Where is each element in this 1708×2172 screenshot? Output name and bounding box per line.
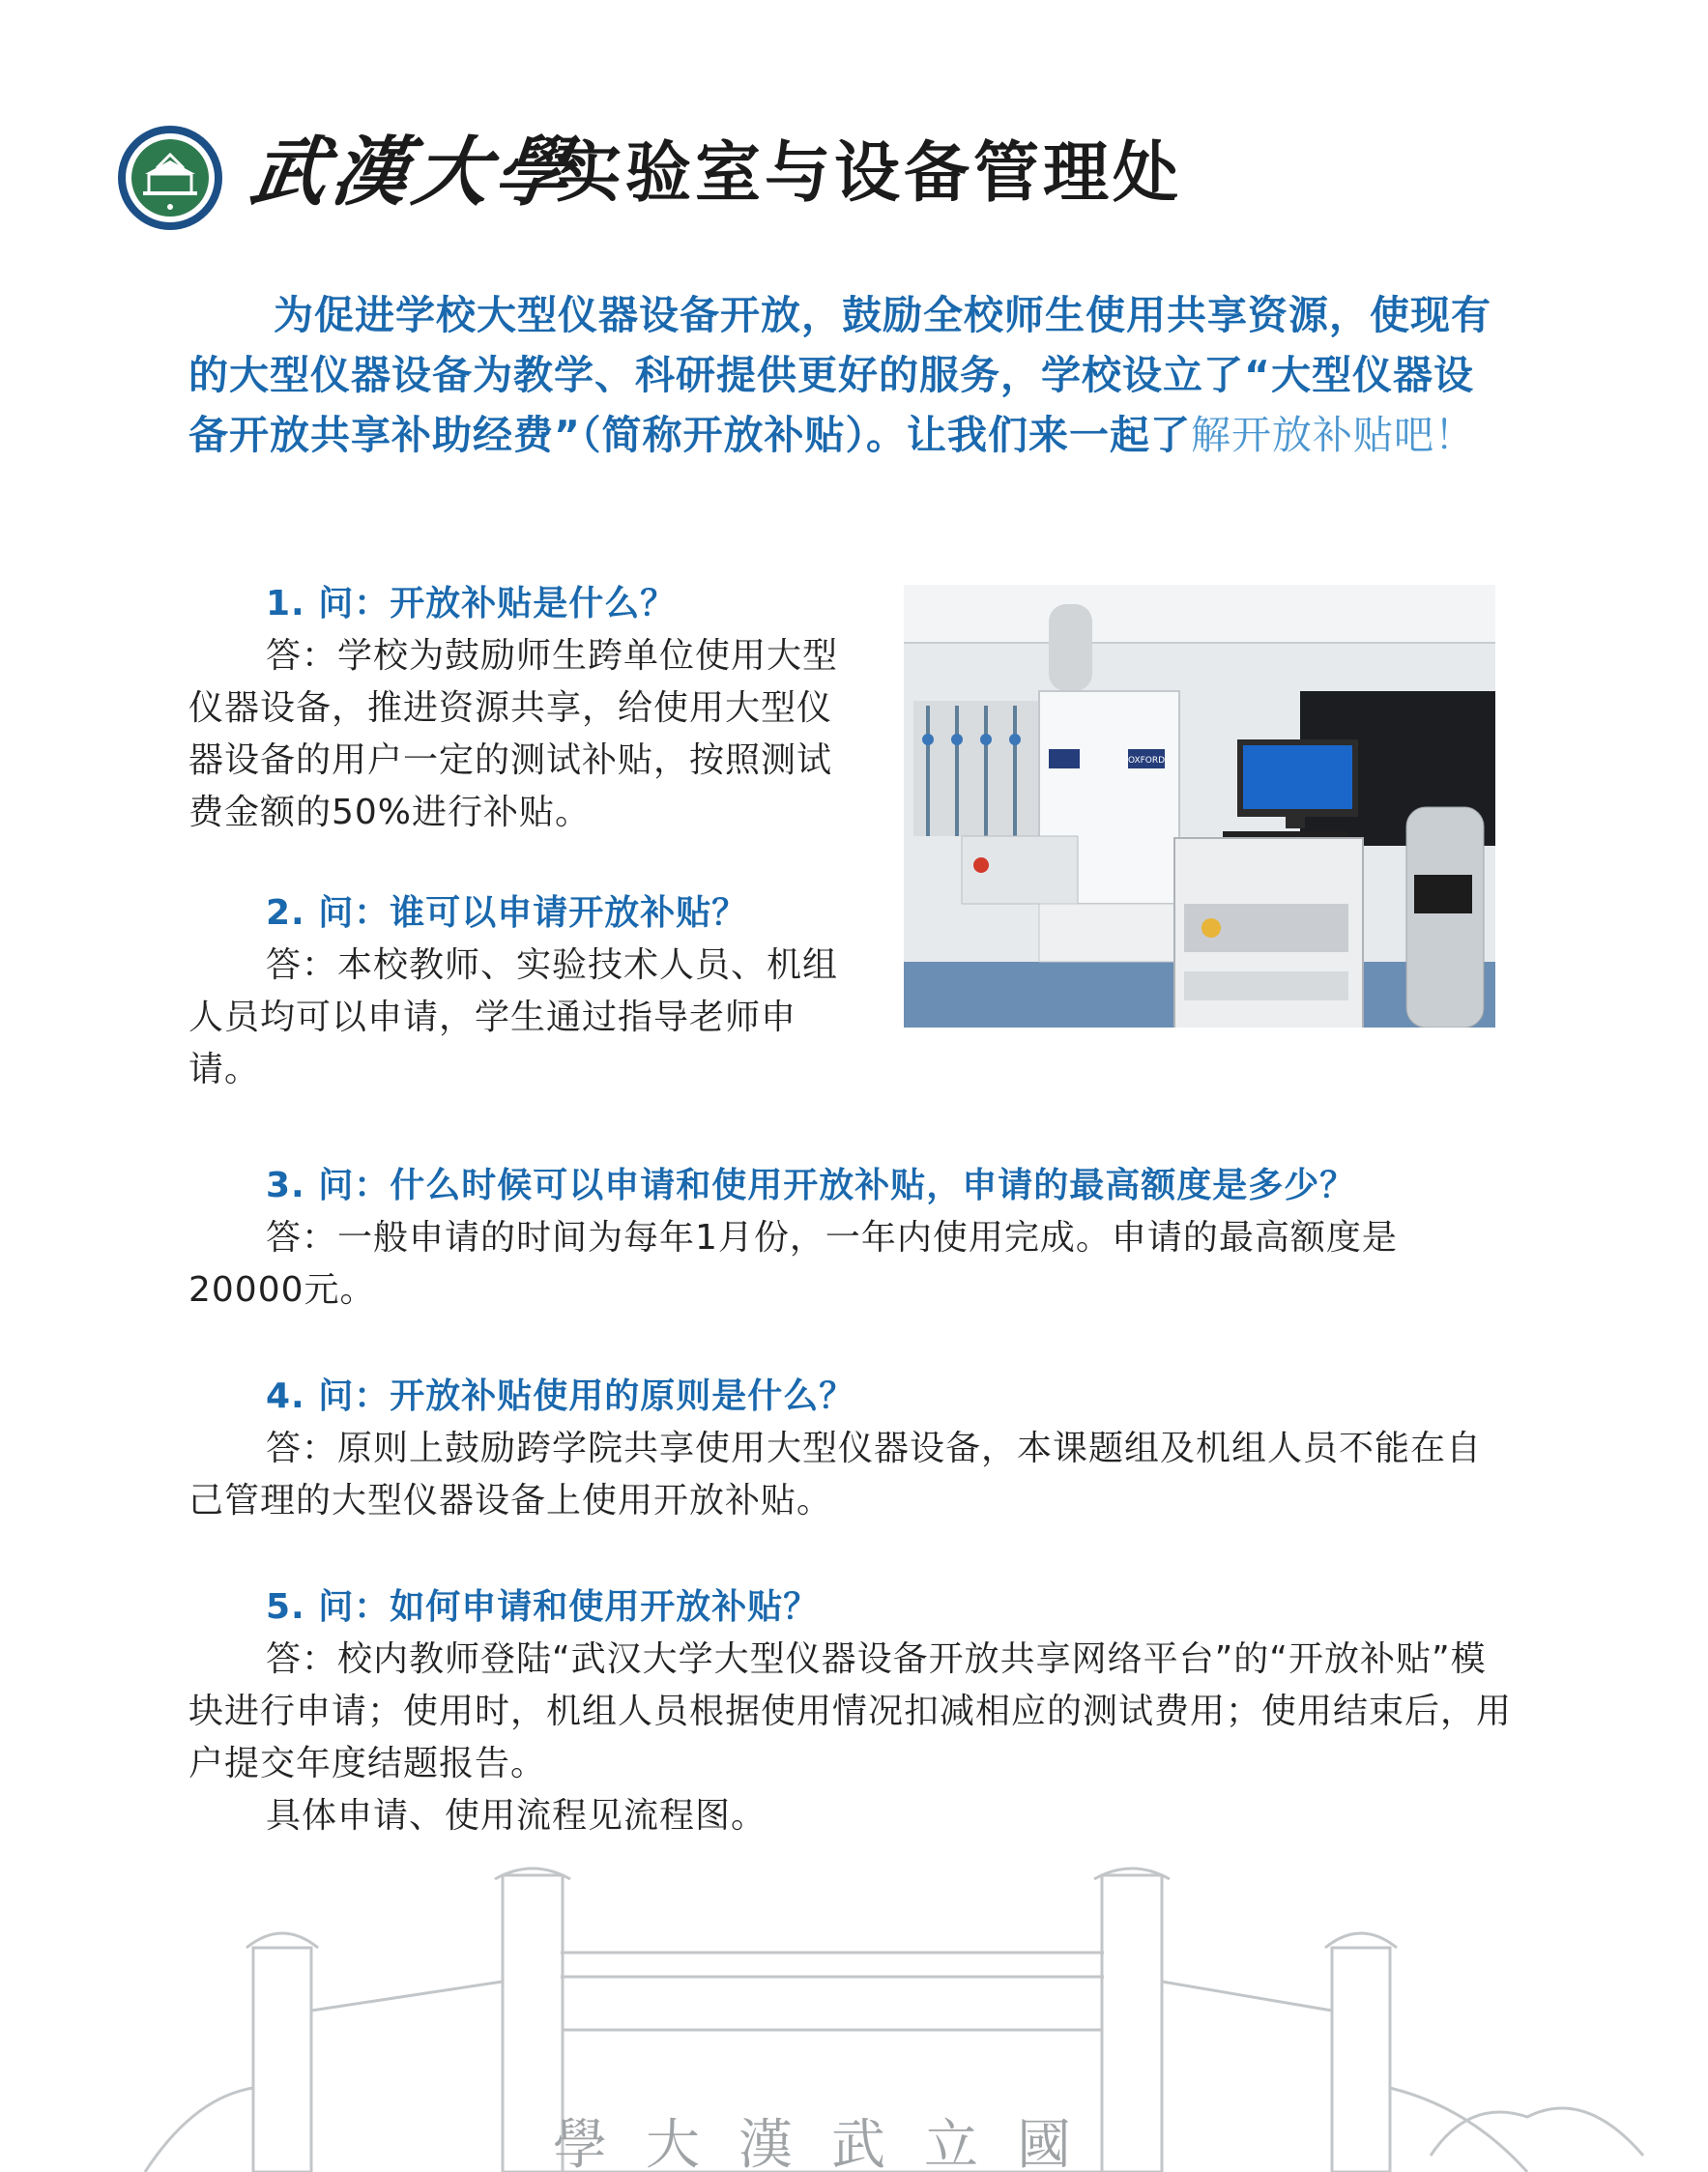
answer-5-note: 具体申请、使用流程见流程图。 (266, 1796, 767, 1836)
department-title: 实验室与设备管理处 (556, 135, 1183, 212)
university-seal-icon (116, 124, 224, 232)
intro-text-tail: 解开放补贴吧！ (1190, 412, 1475, 458)
question-3: 3. 问：什么时候可以申请和使用开放补贴，申请的最高额度是多少？ (266, 1166, 1356, 1205)
question-5: 5. 问：如何申请和使用开放补贴？ (266, 1587, 820, 1627)
instrument-photo (904, 585, 1495, 1028)
question-4: 4. 问：开放补贴使用的原则是什么？ (266, 1376, 855, 1416)
intro-text: 为促进学校大型仪器设备开放，鼓励全校师生使用共享资源，使现有的大型仪器设备为教学、科研提供更好的服务，学校设立了“大型仪器设备开放共享补助经费”（简称开放补贴）。让我们来一起了 (188, 292, 1491, 458)
seal-text: WUHAN UNIVERSITY (125, 131, 205, 173)
gate-inscription: 學大漢武立國 (553, 2114, 1110, 2172)
answer-2: 答：本校教师、实验技术人员、机组人员均可以申请，学生通过指导老师申请。 (188, 945, 839, 1089)
lab-equipment-image (904, 585, 1495, 1028)
question-1: 1. 问：开放补贴是什么？ (266, 584, 677, 623)
answer-4: 答：原则上鼓励跨学院共享使用大型仪器设备，本课题组及机组人员不能在自己管理的大型仪器设备上使用开放补贴。 (188, 1429, 1483, 1520)
answer-5: 答：校内教师登陆“武汉大学大型仪器设备开放共享网络平台”的“开放补贴”模块进行申请；使用时，机组人员根据使用情况扣减相应的测试费用；使用结束后，用户提交年度结题报告。 (188, 1639, 1513, 1783)
university-gate-sketch (0, 1866, 1708, 2172)
page-header (116, 116, 1566, 261)
university-name: 武漢大學 (245, 129, 583, 217)
answer-3: 答：一般申请的时间为每年1月份，一年内使用完成。申请的最高额度是20000元。 (188, 1218, 1398, 1310)
instrument-label: OXFORD (1127, 756, 1166, 766)
answer-1: 答：学校为鼓励师生跨单位使用大型仪器设备，推进资源共享，给使用大型仪器设备的用户一定的测试补贴，按照测试费金额的50%进行补贴。 (188, 636, 839, 832)
question-2: 2. 问：谁可以申请开放补贴？ (266, 893, 748, 933)
intro-paragraph (188, 285, 1503, 465)
